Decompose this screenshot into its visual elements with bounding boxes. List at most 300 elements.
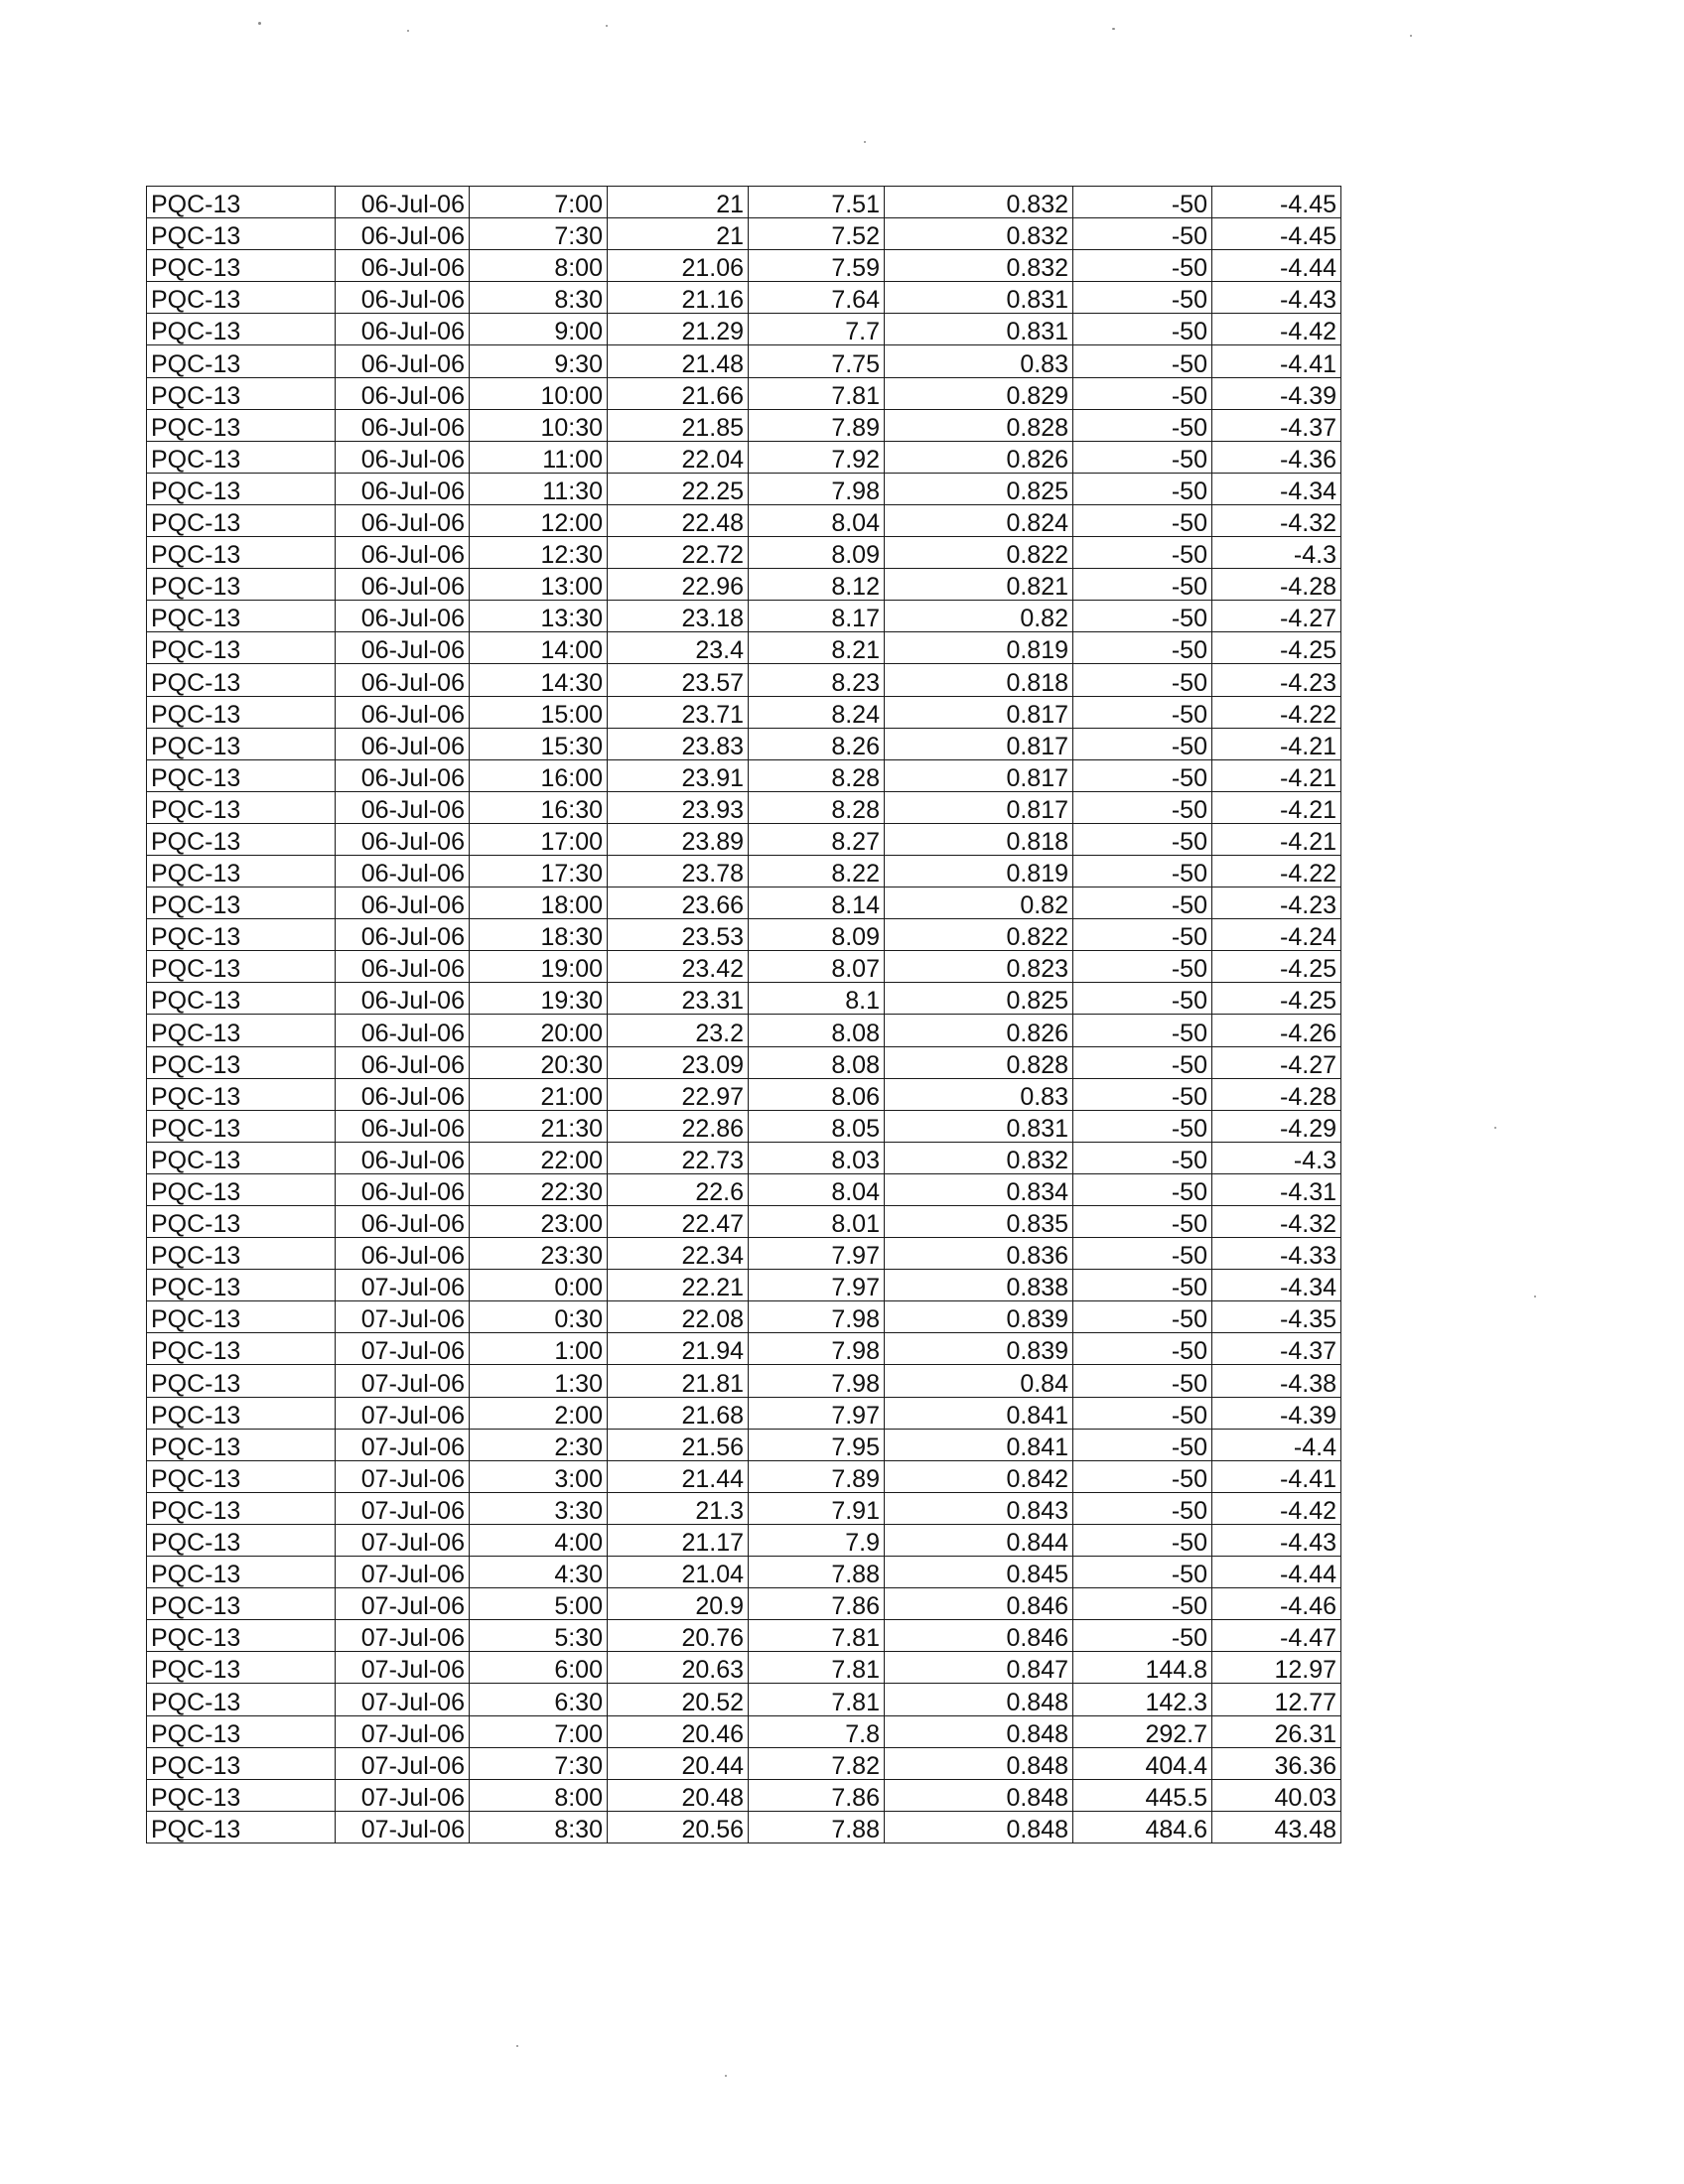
cell-value-2: 7.82 bbox=[749, 1747, 885, 1779]
cell-site: PQC-13 bbox=[147, 632, 336, 664]
cell-value-3: 0.823 bbox=[885, 951, 1073, 983]
cell-value-1: 20.44 bbox=[608, 1747, 749, 1779]
table-row bbox=[147, 218, 1341, 250]
cell-value-1: 22.08 bbox=[608, 1301, 749, 1333]
cell-value-5: -4.27 bbox=[1212, 601, 1341, 632]
cell-site: PQC-13 bbox=[147, 1652, 336, 1684]
table-row bbox=[147, 1206, 1341, 1238]
cell-value-4: -50 bbox=[1073, 1015, 1212, 1046]
cell-value-3: 0.817 bbox=[885, 759, 1073, 791]
cell-date: 06-Jul-06 bbox=[336, 951, 470, 983]
cell-value-5: -4.44 bbox=[1212, 1557, 1341, 1588]
cell-site: PQC-13 bbox=[147, 409, 336, 441]
cell-site: PQC-13 bbox=[147, 1747, 336, 1779]
cell-value-4: 404.4 bbox=[1073, 1747, 1212, 1779]
cell-value-1: 22.48 bbox=[608, 504, 749, 536]
cell-value-2: 8.14 bbox=[749, 887, 885, 919]
cell-value-4: -50 bbox=[1073, 1524, 1212, 1556]
cell-value-3: 0.836 bbox=[885, 1238, 1073, 1270]
cell-value-4: -50 bbox=[1073, 1142, 1212, 1173]
cell-value-4: -50 bbox=[1073, 345, 1212, 377]
cell-value-4: -50 bbox=[1073, 632, 1212, 664]
table-row bbox=[147, 314, 1341, 345]
cell-value-5: -4.4 bbox=[1212, 1429, 1341, 1460]
cell-site: PQC-13 bbox=[147, 855, 336, 887]
cell-value-4: -50 bbox=[1073, 1365, 1212, 1397]
table-row bbox=[147, 1620, 1341, 1652]
cell-date: 06-Jul-06 bbox=[336, 537, 470, 569]
cell-value-4: -50 bbox=[1073, 473, 1212, 504]
cell-time: 0:00 bbox=[470, 1270, 608, 1301]
cell-value-4: -50 bbox=[1073, 1460, 1212, 1492]
cell-value-5: -4.3 bbox=[1212, 1142, 1341, 1173]
cell-value-1: 22.96 bbox=[608, 569, 749, 601]
cell-value-3: 0.82 bbox=[885, 887, 1073, 919]
cell-date: 07-Jul-06 bbox=[336, 1620, 470, 1652]
scan-speck bbox=[1494, 1127, 1496, 1129]
cell-value-2: 7.95 bbox=[749, 1429, 885, 1460]
cell-value-3: 0.83 bbox=[885, 345, 1073, 377]
table-row bbox=[147, 855, 1341, 887]
table-row bbox=[147, 1301, 1341, 1333]
cell-time: 12:00 bbox=[470, 504, 608, 536]
table-row bbox=[147, 1429, 1341, 1460]
table-row bbox=[147, 504, 1341, 536]
cell-site: PQC-13 bbox=[147, 983, 336, 1015]
cell-time: 23:30 bbox=[470, 1238, 608, 1270]
cell-value-5: -4.31 bbox=[1212, 1173, 1341, 1205]
cell-value-1: 21.16 bbox=[608, 282, 749, 314]
cell-date: 07-Jul-06 bbox=[336, 1270, 470, 1301]
cell-value-2: 7.7 bbox=[749, 314, 885, 345]
cell-time: 2:00 bbox=[470, 1397, 608, 1429]
cell-value-3: 0.831 bbox=[885, 1110, 1073, 1142]
cell-value-2: 7.81 bbox=[749, 1620, 885, 1652]
table-row bbox=[147, 1270, 1341, 1301]
cell-site: PQC-13 bbox=[147, 569, 336, 601]
table-row bbox=[147, 919, 1341, 951]
cell-value-5: -4.44 bbox=[1212, 250, 1341, 282]
cell-date: 06-Jul-06 bbox=[336, 187, 470, 218]
cell-value-3: 0.822 bbox=[885, 537, 1073, 569]
table-row bbox=[147, 1142, 1341, 1173]
cell-site: PQC-13 bbox=[147, 1492, 336, 1524]
cell-value-1: 23.42 bbox=[608, 951, 749, 983]
cell-value-2: 8.28 bbox=[749, 759, 885, 791]
table-row bbox=[147, 1684, 1341, 1715]
cell-value-4: -50 bbox=[1073, 1110, 1212, 1142]
cell-value-1: 21.48 bbox=[608, 345, 749, 377]
table-row bbox=[147, 569, 1341, 601]
cell-site: PQC-13 bbox=[147, 1238, 336, 1270]
cell-value-3: 0.826 bbox=[885, 1015, 1073, 1046]
scan-speck bbox=[258, 22, 261, 25]
cell-time: 13:00 bbox=[470, 569, 608, 601]
cell-value-2: 7.59 bbox=[749, 250, 885, 282]
cell-time: 7:30 bbox=[470, 218, 608, 250]
cell-date: 06-Jul-06 bbox=[336, 314, 470, 345]
cell-value-4: -50 bbox=[1073, 377, 1212, 409]
cell-date: 06-Jul-06 bbox=[336, 664, 470, 696]
cell-value-1: 21.06 bbox=[608, 250, 749, 282]
cell-value-3: 0.848 bbox=[885, 1715, 1073, 1747]
cell-value-2: 8.05 bbox=[749, 1110, 885, 1142]
table-row bbox=[147, 887, 1341, 919]
cell-value-2: 8.22 bbox=[749, 855, 885, 887]
cell-value-2: 8.23 bbox=[749, 664, 885, 696]
cell-value-4: -50 bbox=[1073, 728, 1212, 759]
cell-time: 18:30 bbox=[470, 919, 608, 951]
cell-date: 07-Jul-06 bbox=[336, 1333, 470, 1365]
cell-value-5: 40.03 bbox=[1212, 1779, 1341, 1811]
cell-value-1: 23.78 bbox=[608, 855, 749, 887]
cell-value-1: 20.56 bbox=[608, 1811, 749, 1843]
table-row bbox=[147, 696, 1341, 728]
cell-time: 15:30 bbox=[470, 728, 608, 759]
cell-value-5: -4.28 bbox=[1212, 569, 1341, 601]
cell-value-2: 7.88 bbox=[749, 1811, 885, 1843]
cell-value-1: 21.17 bbox=[608, 1524, 749, 1556]
cell-date: 07-Jul-06 bbox=[336, 1524, 470, 1556]
cell-value-5: -4.45 bbox=[1212, 218, 1341, 250]
cell-time: 6:30 bbox=[470, 1684, 608, 1715]
cell-time: 1:30 bbox=[470, 1365, 608, 1397]
cell-value-4: -50 bbox=[1073, 504, 1212, 536]
cell-value-5: -4.38 bbox=[1212, 1365, 1341, 1397]
cell-site: PQC-13 bbox=[147, 1078, 336, 1110]
cell-value-3: 0.831 bbox=[885, 314, 1073, 345]
cell-value-1: 20.76 bbox=[608, 1620, 749, 1652]
cell-site: PQC-13 bbox=[147, 1206, 336, 1238]
cell-value-5: -4.25 bbox=[1212, 632, 1341, 664]
table-row bbox=[147, 632, 1341, 664]
cell-value-5: -4.3 bbox=[1212, 537, 1341, 569]
cell-value-2: 7.89 bbox=[749, 1460, 885, 1492]
cell-value-1: 23.57 bbox=[608, 664, 749, 696]
cell-date: 07-Jul-06 bbox=[336, 1684, 470, 1715]
cell-time: 8:30 bbox=[470, 282, 608, 314]
cell-time: 11:30 bbox=[470, 473, 608, 504]
cell-value-3: 0.819 bbox=[885, 855, 1073, 887]
cell-value-3: 0.832 bbox=[885, 1142, 1073, 1173]
cell-value-3: 0.817 bbox=[885, 791, 1073, 823]
cell-value-4: 144.8 bbox=[1073, 1652, 1212, 1684]
table-row bbox=[147, 1460, 1341, 1492]
cell-value-2: 7.89 bbox=[749, 409, 885, 441]
cell-site: PQC-13 bbox=[147, 250, 336, 282]
cell-site: PQC-13 bbox=[147, 1779, 336, 1811]
cell-value-3: 0.835 bbox=[885, 1206, 1073, 1238]
cell-value-5: -4.21 bbox=[1212, 759, 1341, 791]
table-row bbox=[147, 1110, 1341, 1142]
cell-site: PQC-13 bbox=[147, 1301, 336, 1333]
cell-value-5: -4.47 bbox=[1212, 1620, 1341, 1652]
cell-value-3: 0.822 bbox=[885, 919, 1073, 951]
cell-value-1: 21.66 bbox=[608, 377, 749, 409]
table-row bbox=[147, 1779, 1341, 1811]
cell-value-2: 8.12 bbox=[749, 569, 885, 601]
cell-value-2: 7.91 bbox=[749, 1492, 885, 1524]
cell-value-4: -50 bbox=[1073, 1301, 1212, 1333]
cell-time: 22:30 bbox=[470, 1173, 608, 1205]
cell-value-1: 22.47 bbox=[608, 1206, 749, 1238]
cell-value-3: 0.82 bbox=[885, 601, 1073, 632]
cell-value-1: 20.48 bbox=[608, 1779, 749, 1811]
cell-value-3: 0.834 bbox=[885, 1173, 1073, 1205]
scan-speck bbox=[1410, 35, 1412, 37]
cell-value-5: -4.43 bbox=[1212, 1524, 1341, 1556]
cell-value-1: 23.66 bbox=[608, 887, 749, 919]
cell-value-3: 0.843 bbox=[885, 1492, 1073, 1524]
cell-value-4: 292.7 bbox=[1073, 1715, 1212, 1747]
table-row bbox=[147, 1557, 1341, 1588]
cell-time: 21:00 bbox=[470, 1078, 608, 1110]
cell-date: 06-Jul-06 bbox=[336, 504, 470, 536]
cell-value-5: 36.36 bbox=[1212, 1747, 1341, 1779]
cell-value-5: -4.37 bbox=[1212, 1333, 1341, 1365]
cell-value-1: 21.94 bbox=[608, 1333, 749, 1365]
cell-value-3: 0.846 bbox=[885, 1620, 1073, 1652]
cell-value-1: 23.18 bbox=[608, 601, 749, 632]
cell-value-1: 22.86 bbox=[608, 1110, 749, 1142]
cell-value-4: -50 bbox=[1073, 282, 1212, 314]
cell-time: 11:00 bbox=[470, 441, 608, 473]
table-row bbox=[147, 1015, 1341, 1046]
cell-value-1: 21.29 bbox=[608, 314, 749, 345]
cell-value-3: 0.824 bbox=[885, 504, 1073, 536]
cell-value-4: -50 bbox=[1073, 1173, 1212, 1205]
cell-date: 06-Jul-06 bbox=[336, 250, 470, 282]
cell-value-1: 23.93 bbox=[608, 791, 749, 823]
cell-date: 06-Jul-06 bbox=[336, 377, 470, 409]
cell-value-5: -4.32 bbox=[1212, 504, 1341, 536]
cell-time: 5:30 bbox=[470, 1620, 608, 1652]
cell-date: 06-Jul-06 bbox=[336, 791, 470, 823]
cell-value-3: 0.825 bbox=[885, 983, 1073, 1015]
cell-value-4: -50 bbox=[1073, 1238, 1212, 1270]
cell-value-2: 8.1 bbox=[749, 983, 885, 1015]
cell-value-3: 0.826 bbox=[885, 441, 1073, 473]
cell-value-1: 20.46 bbox=[608, 1715, 749, 1747]
cell-site: PQC-13 bbox=[147, 282, 336, 314]
cell-site: PQC-13 bbox=[147, 473, 336, 504]
cell-time: 0:30 bbox=[470, 1301, 608, 1333]
cell-value-5: -4.43 bbox=[1212, 282, 1341, 314]
cell-value-5: -4.46 bbox=[1212, 1588, 1341, 1620]
cell-value-1: 22.21 bbox=[608, 1270, 749, 1301]
cell-value-3: 0.841 bbox=[885, 1429, 1073, 1460]
cell-site: PQC-13 bbox=[147, 1333, 336, 1365]
cell-value-4: -50 bbox=[1073, 441, 1212, 473]
cell-site: PQC-13 bbox=[147, 759, 336, 791]
table-row bbox=[147, 1333, 1341, 1365]
cell-value-1: 21.68 bbox=[608, 1397, 749, 1429]
cell-date: 07-Jul-06 bbox=[336, 1397, 470, 1429]
cell-value-5: 26.31 bbox=[1212, 1715, 1341, 1747]
table-row bbox=[147, 1046, 1341, 1078]
table-row bbox=[147, 409, 1341, 441]
cell-value-2: 7.98 bbox=[749, 1333, 885, 1365]
cell-value-2: 8.06 bbox=[749, 1078, 885, 1110]
cell-value-5: 12.77 bbox=[1212, 1684, 1341, 1715]
cell-value-1: 22.34 bbox=[608, 1238, 749, 1270]
cell-time: 17:30 bbox=[470, 855, 608, 887]
cell-value-5: -4.42 bbox=[1212, 314, 1341, 345]
cell-value-1: 21.85 bbox=[608, 409, 749, 441]
cell-date: 06-Jul-06 bbox=[336, 919, 470, 951]
cell-date: 06-Jul-06 bbox=[336, 569, 470, 601]
cell-value-5: -4.25 bbox=[1212, 951, 1341, 983]
table-row bbox=[147, 1715, 1341, 1747]
cell-value-4: -50 bbox=[1073, 1588, 1212, 1620]
cell-value-2: 8.08 bbox=[749, 1015, 885, 1046]
cell-value-3: 0.844 bbox=[885, 1524, 1073, 1556]
cell-date: 06-Jul-06 bbox=[336, 1046, 470, 1078]
cell-value-3: 0.818 bbox=[885, 823, 1073, 855]
table-row bbox=[147, 759, 1341, 791]
cell-value-3: 0.828 bbox=[885, 409, 1073, 441]
cell-value-2: 7.97 bbox=[749, 1397, 885, 1429]
cell-site: PQC-13 bbox=[147, 1429, 336, 1460]
cell-value-3: 0.838 bbox=[885, 1270, 1073, 1301]
scan-speck bbox=[407, 30, 409, 32]
cell-value-5: 12.97 bbox=[1212, 1652, 1341, 1684]
cell-time: 1:00 bbox=[470, 1333, 608, 1365]
cell-value-3: 0.83 bbox=[885, 1078, 1073, 1110]
cell-value-4: -50 bbox=[1073, 250, 1212, 282]
cell-value-3: 0.828 bbox=[885, 1046, 1073, 1078]
cell-value-4: -50 bbox=[1073, 1429, 1212, 1460]
cell-date: 06-Jul-06 bbox=[336, 1173, 470, 1205]
cell-date: 07-Jul-06 bbox=[336, 1557, 470, 1588]
cell-value-5: -4.35 bbox=[1212, 1301, 1341, 1333]
cell-time: 14:00 bbox=[470, 632, 608, 664]
cell-time: 8:00 bbox=[470, 250, 608, 282]
table-row bbox=[147, 1588, 1341, 1620]
cell-time: 16:30 bbox=[470, 791, 608, 823]
table-row bbox=[147, 728, 1341, 759]
cell-value-4: -50 bbox=[1073, 537, 1212, 569]
cell-value-4: -50 bbox=[1073, 791, 1212, 823]
cell-site: PQC-13 bbox=[147, 887, 336, 919]
cell-value-2: 7.75 bbox=[749, 345, 885, 377]
cell-value-4: -50 bbox=[1073, 218, 1212, 250]
cell-time: 3:30 bbox=[470, 1492, 608, 1524]
table-row bbox=[147, 250, 1341, 282]
cell-value-2: 7.81 bbox=[749, 377, 885, 409]
table-row bbox=[147, 282, 1341, 314]
cell-value-2: 7.98 bbox=[749, 1301, 885, 1333]
cell-value-4: -50 bbox=[1073, 314, 1212, 345]
cell-value-3: 0.84 bbox=[885, 1365, 1073, 1397]
table-row bbox=[147, 473, 1341, 504]
cell-date: 06-Jul-06 bbox=[336, 441, 470, 473]
cell-value-3: 0.848 bbox=[885, 1747, 1073, 1779]
data-table bbox=[146, 186, 1341, 1843]
cell-value-3: 0.848 bbox=[885, 1684, 1073, 1715]
cell-time: 5:00 bbox=[470, 1588, 608, 1620]
cell-value-2: 8.17 bbox=[749, 601, 885, 632]
cell-value-5: -4.42 bbox=[1212, 1492, 1341, 1524]
cell-site: PQC-13 bbox=[147, 1397, 336, 1429]
cell-value-2: 8.27 bbox=[749, 823, 885, 855]
cell-value-4: -50 bbox=[1073, 823, 1212, 855]
cell-site: PQC-13 bbox=[147, 1588, 336, 1620]
cell-time: 7:00 bbox=[470, 1715, 608, 1747]
cell-date: 06-Jul-06 bbox=[336, 728, 470, 759]
scan-speck bbox=[864, 141, 866, 143]
cell-time: 9:30 bbox=[470, 345, 608, 377]
cell-value-1: 23.31 bbox=[608, 983, 749, 1015]
cell-value-3: 0.821 bbox=[885, 569, 1073, 601]
cell-date: 07-Jul-06 bbox=[336, 1301, 470, 1333]
cell-value-5: -4.23 bbox=[1212, 887, 1341, 919]
cell-value-2: 7.51 bbox=[749, 187, 885, 218]
cell-site: PQC-13 bbox=[147, 377, 336, 409]
cell-site: PQC-13 bbox=[147, 1365, 336, 1397]
cell-date: 07-Jul-06 bbox=[336, 1492, 470, 1524]
cell-value-1: 21 bbox=[608, 218, 749, 250]
cell-site: PQC-13 bbox=[147, 919, 336, 951]
cell-value-2: 7.97 bbox=[749, 1238, 885, 1270]
table-row bbox=[147, 951, 1341, 983]
cell-value-2: 8.08 bbox=[749, 1046, 885, 1078]
cell-site: PQC-13 bbox=[147, 1173, 336, 1205]
cell-value-2: 7.88 bbox=[749, 1557, 885, 1588]
cell-time: 4:00 bbox=[470, 1524, 608, 1556]
cell-value-3: 0.848 bbox=[885, 1779, 1073, 1811]
cell-site: PQC-13 bbox=[147, 187, 336, 218]
cell-value-5: -4.25 bbox=[1212, 983, 1341, 1015]
cell-date: 06-Jul-06 bbox=[336, 1015, 470, 1046]
cell-value-1: 23.91 bbox=[608, 759, 749, 791]
cell-value-5: -4.34 bbox=[1212, 473, 1341, 504]
cell-value-1: 22.73 bbox=[608, 1142, 749, 1173]
cell-value-1: 21.44 bbox=[608, 1460, 749, 1492]
cell-value-3: 0.832 bbox=[885, 250, 1073, 282]
cell-value-4: -50 bbox=[1073, 569, 1212, 601]
cell-value-3: 0.819 bbox=[885, 632, 1073, 664]
cell-value-1: 23.53 bbox=[608, 919, 749, 951]
cell-value-3: 0.818 bbox=[885, 664, 1073, 696]
cell-time: 19:00 bbox=[470, 951, 608, 983]
cell-date: 06-Jul-06 bbox=[336, 1238, 470, 1270]
scan-speck bbox=[606, 25, 608, 27]
cell-site: PQC-13 bbox=[147, 218, 336, 250]
cell-date: 07-Jul-06 bbox=[336, 1811, 470, 1843]
table-row bbox=[147, 664, 1341, 696]
table-row bbox=[147, 441, 1341, 473]
cell-site: PQC-13 bbox=[147, 314, 336, 345]
cell-value-1: 22.6 bbox=[608, 1173, 749, 1205]
scan-speck bbox=[1112, 28, 1115, 30]
cell-value-5: -4.33 bbox=[1212, 1238, 1341, 1270]
cell-value-4: 445.5 bbox=[1073, 1779, 1212, 1811]
cell-value-5: -4.34 bbox=[1212, 1270, 1341, 1301]
cell-date: 06-Jul-06 bbox=[336, 1206, 470, 1238]
cell-value-2: 8.04 bbox=[749, 1173, 885, 1205]
cell-site: PQC-13 bbox=[147, 1715, 336, 1747]
table-row bbox=[147, 537, 1341, 569]
cell-value-2: 7.81 bbox=[749, 1684, 885, 1715]
cell-time: 8:30 bbox=[470, 1811, 608, 1843]
table-row bbox=[147, 1747, 1341, 1779]
cell-value-5: -4.21 bbox=[1212, 728, 1341, 759]
cell-site: PQC-13 bbox=[147, 1110, 336, 1142]
cell-date: 06-Jul-06 bbox=[336, 1078, 470, 1110]
cell-value-4: -50 bbox=[1073, 919, 1212, 951]
cell-date: 07-Jul-06 bbox=[336, 1715, 470, 1747]
